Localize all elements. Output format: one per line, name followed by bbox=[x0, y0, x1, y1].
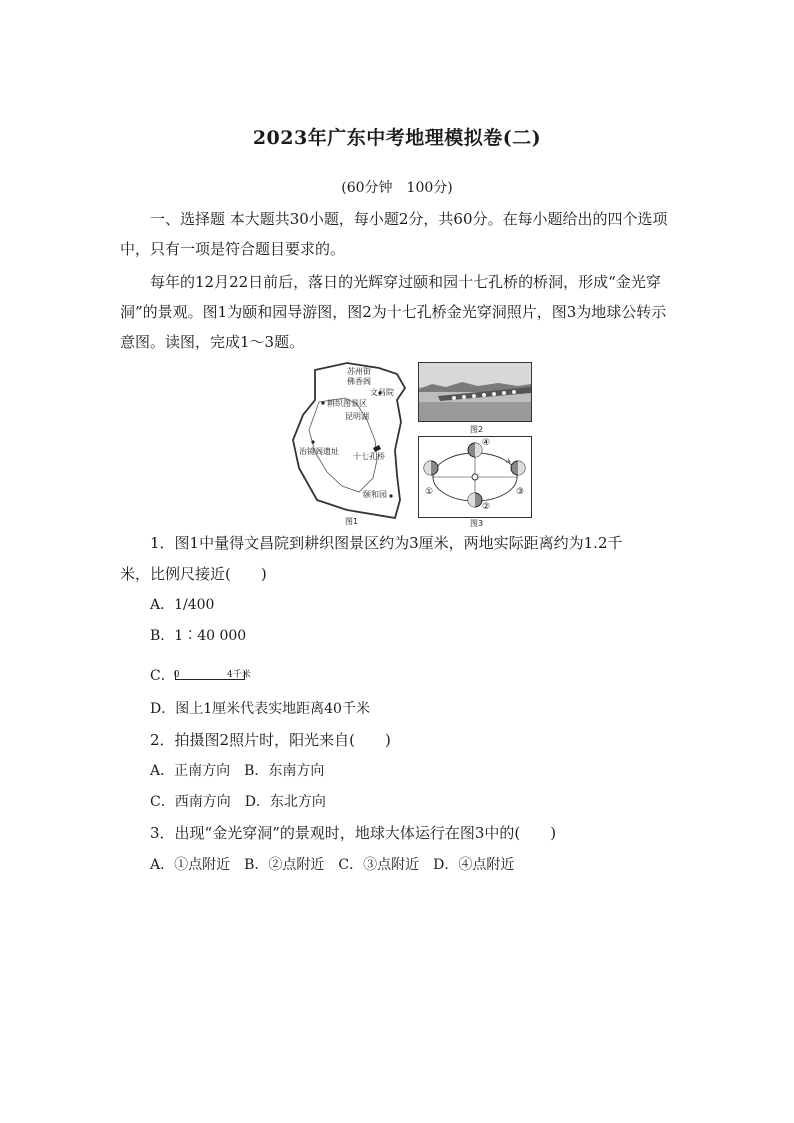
question-2-options-row2: C．西南方向 D．东北方向 bbox=[150, 794, 326, 810]
earth-top bbox=[468, 443, 482, 457]
map-place-zhijingge: 治镜阁遗址 bbox=[299, 447, 339, 456]
earth-right bbox=[511, 461, 525, 475]
scale-end: 4千米 bbox=[226, 670, 251, 680]
question-3-stem: 3．出现“金光穿洞”的景观时，地球大体运行在图3中的( ) bbox=[150, 824, 557, 842]
photo-water bbox=[419, 402, 531, 421]
zhijingge-dot bbox=[311, 440, 314, 443]
question-1-stem-line1: 1．图1中量得文昌院到耕织图景区约为3厘米，两地实际距离约为1.2千 bbox=[150, 534, 623, 552]
question-1-option-d: D．图上1厘米代表实地距离40千米 bbox=[150, 701, 370, 717]
bridge-photo bbox=[418, 362, 532, 422]
question-1-option-c bbox=[150, 661, 251, 691]
scale-bar bbox=[173, 668, 251, 682]
gengzhitu-dot bbox=[321, 401, 324, 404]
reading-passage: 每年的12月22日前后，落日的光辉穿过颐和园十七孔桥的桥洞，形成“金光穿洞”的景观。图1为颐和园导游图，图2为十七孔桥金光穿洞照片，图3为地球公转示意图。读图，完成1～3题。 bbox=[120, 273, 667, 351]
earth-left bbox=[424, 461, 438, 475]
question-1-option-b: B．1∶40 000 bbox=[150, 628, 247, 644]
map-place-wenchangyuan: 文昌院 bbox=[370, 388, 394, 397]
section-instructions: 一、选择题 本大题共30小题，每小题2分，共60分。在每小题给出的四个选项中，只有一项是符合题目要求的。 bbox=[120, 210, 668, 258]
map-place-kunminghu: 昆明湖 bbox=[345, 412, 369, 421]
question-1-stem-line2: 米，比例尺接近( ) bbox=[120, 565, 267, 583]
figure-1-caption: 图1 bbox=[345, 517, 359, 526]
scale-zero: 0 bbox=[173, 670, 180, 680]
exam-duration-score: (60分钟 100分) bbox=[341, 180, 453, 196]
question-1-option-a: A．1/400 bbox=[150, 597, 215, 613]
map-place-gengzhitu: 耕织图景区 bbox=[327, 399, 367, 408]
map-place-suzhoujie: 苏州街 bbox=[347, 367, 371, 376]
map-place-yiheyuan: 颐和园 bbox=[363, 490, 387, 499]
figure-3-caption: 图3 bbox=[470, 519, 484, 528]
option-c-letter: C． bbox=[150, 668, 175, 684]
figure-group bbox=[287, 360, 537, 530]
earth-bottom bbox=[468, 493, 482, 507]
earth-orbit-diagram bbox=[418, 436, 532, 518]
question-2-options-row1: A．正南方向 B．东南方向 bbox=[150, 763, 325, 779]
orbit-label-3: ③ bbox=[516, 487, 525, 497]
question-2-stem: 2．拍摄图2照片时，阳光来自( ) bbox=[150, 731, 391, 749]
figure-2-caption: 图2 bbox=[470, 425, 484, 434]
page-title: 2023年广东中考地理模拟卷(二) bbox=[252, 127, 542, 149]
orbit-label-1: ① bbox=[425, 487, 434, 497]
question-3-options-row: A．①点附近 B．②点附近 C．③点附近 D．④点附近 bbox=[150, 857, 515, 873]
yiheyuan-dot bbox=[389, 494, 392, 497]
orbit-label-2: ② bbox=[482, 502, 491, 512]
map-place-foxiangge: 佛香阁 bbox=[347, 377, 371, 386]
sun bbox=[472, 474, 478, 480]
photo-sky bbox=[419, 363, 531, 387]
map-place-shiqikongqiao: 十七孔桥 bbox=[353, 452, 385, 461]
orbit-label-4: ④ bbox=[482, 438, 491, 448]
